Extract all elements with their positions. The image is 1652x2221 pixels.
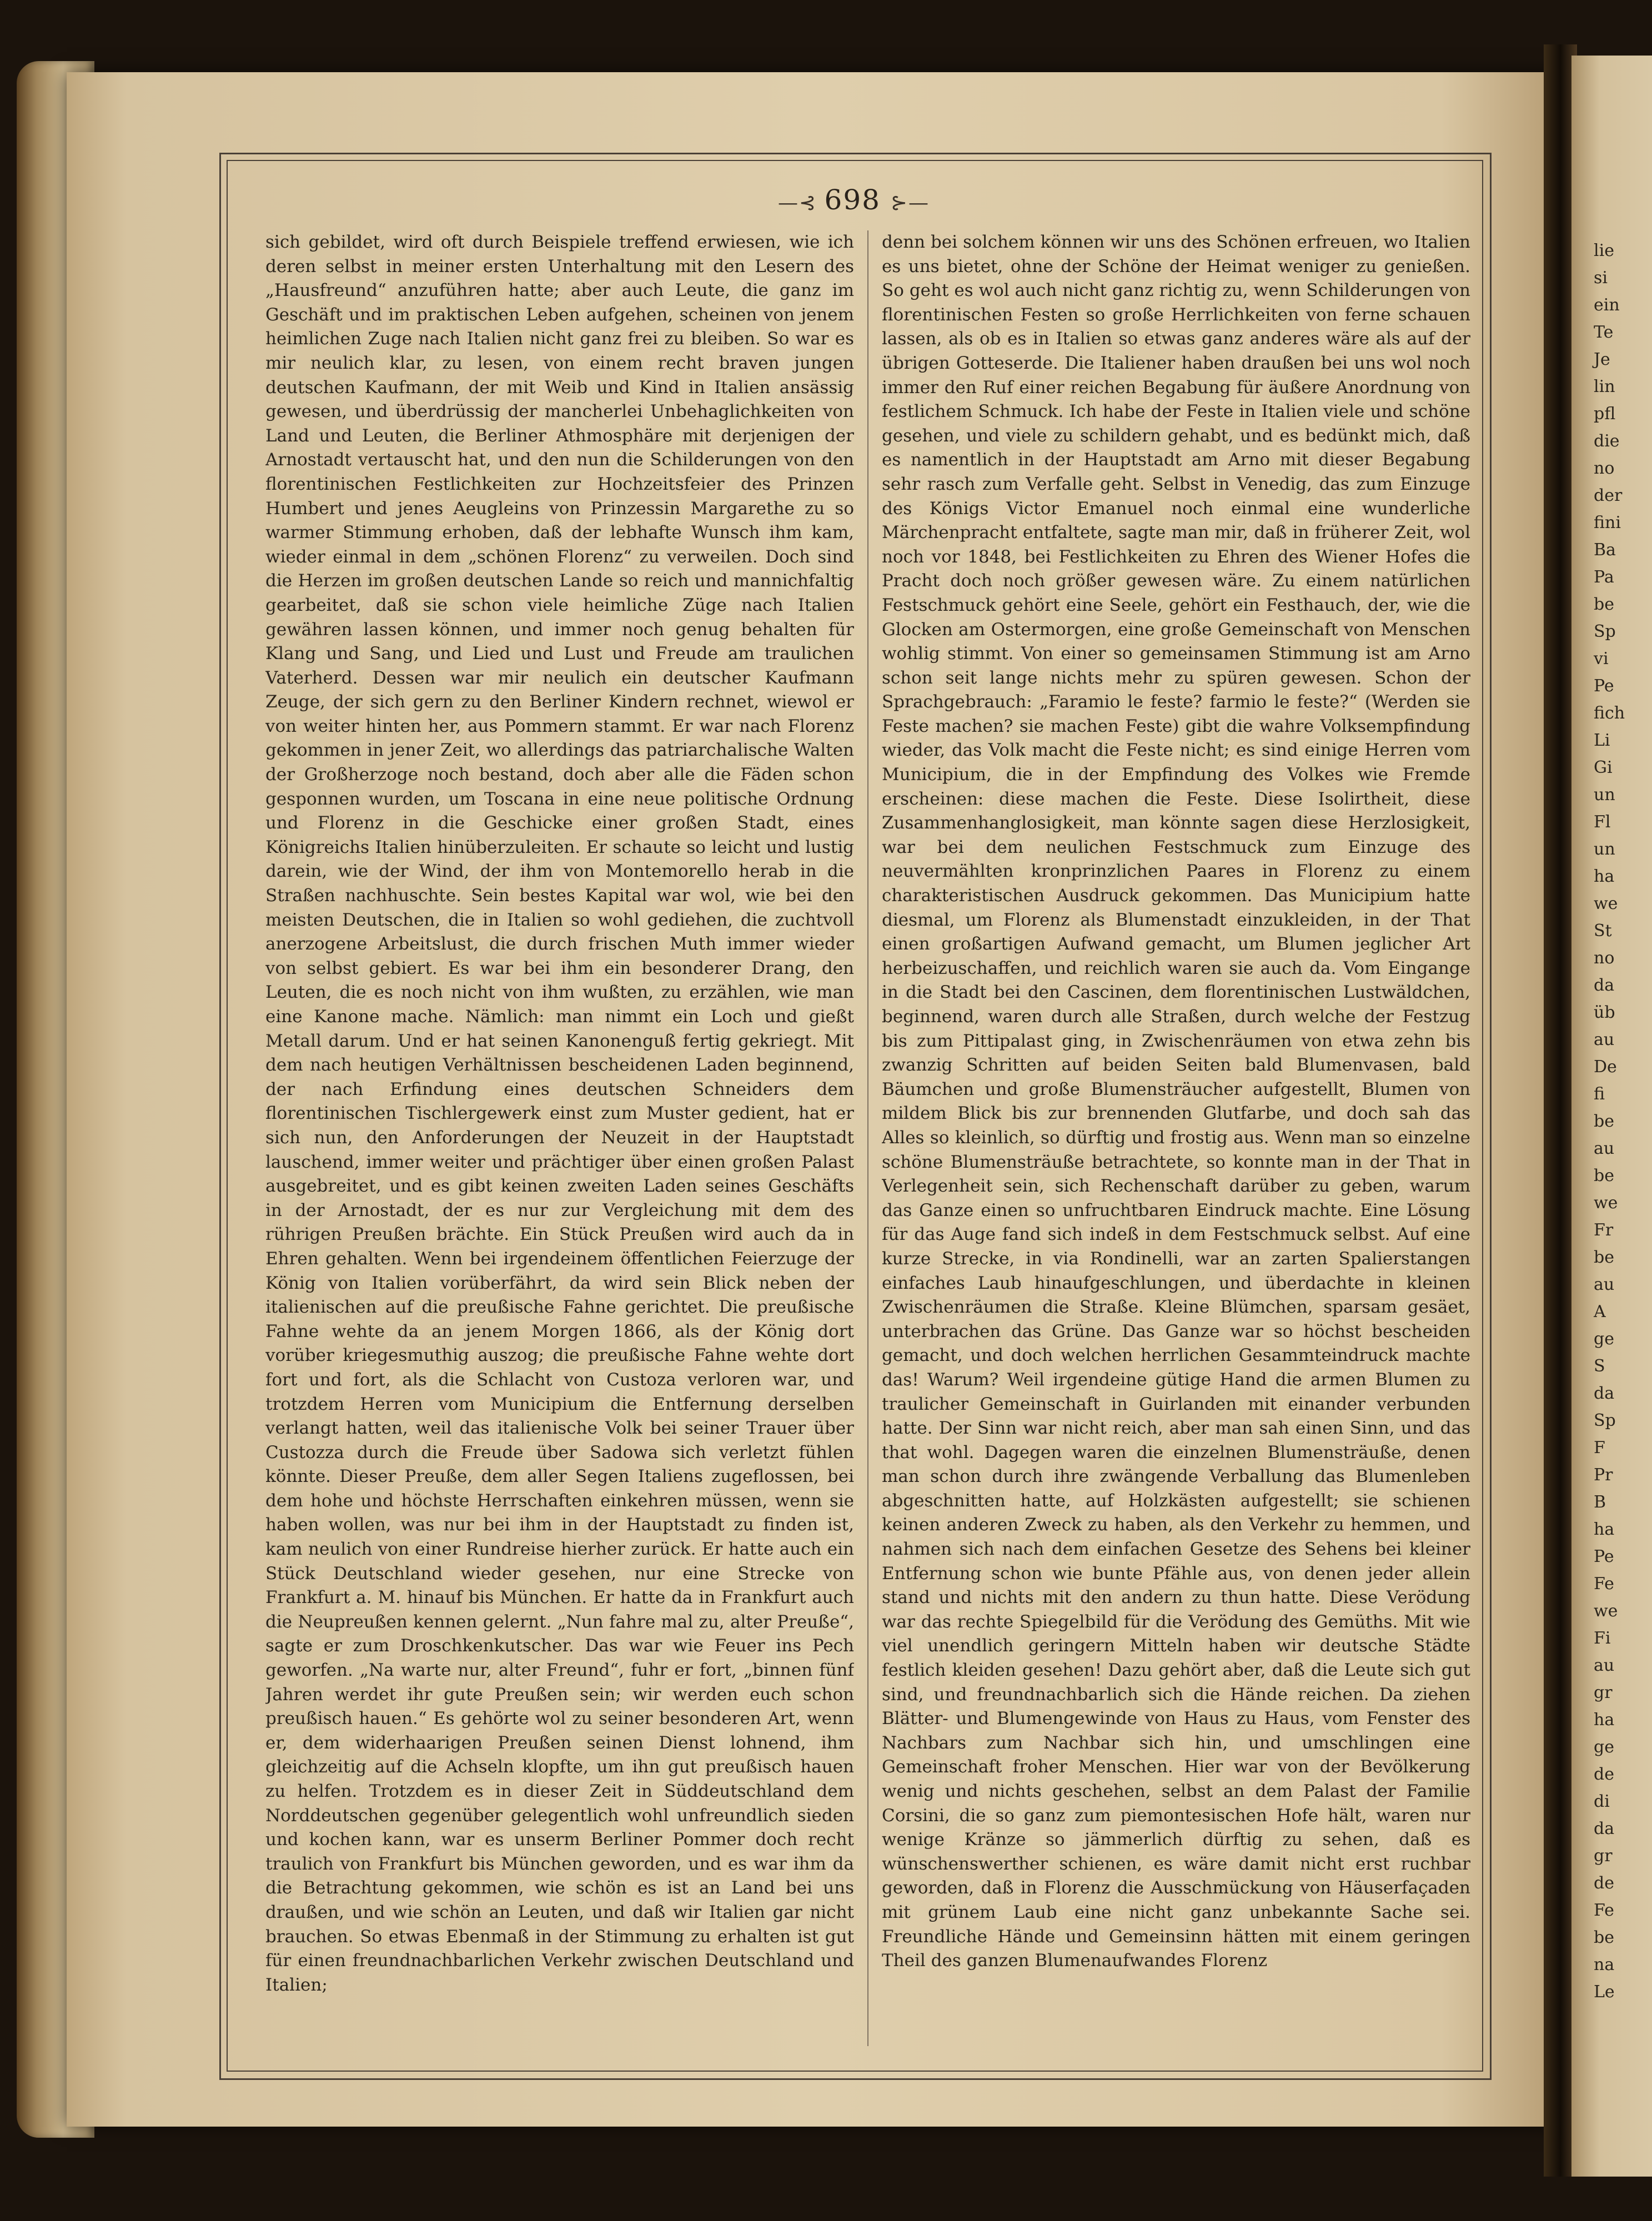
next-page-fragment: lin	[1594, 377, 1615, 396]
next-page-fragment: be	[1594, 1248, 1614, 1267]
next-page-fragment: vi	[1594, 649, 1609, 669]
column-right-text: denn bei solchem können wir uns des Schönen erfreuen, wo Italien es uns bietet, ohne der Schöne der Heimat weniger zu genießen. So geht es wol auch nicht ganz richtig zu, wenn Schilderungen von florentinischen Festen so große Herrlichkeiten von ferne schauen lassen, als ob es in Italien so etwas ganz anderes wäre als auf der übrigen Gotteserde. Die Italiener haben draußen bei uns wol noch immer den Ruf einer reichen Begabung für äußere Anordnung von festlichem Schmuck. Ich habe der Feste in Italien viele und schöne gesehen, und viele zu schildern gehabt, und es bedünkt mich, daß es namentlich in der Hauptstadt am Arno mit dieser Begabung sehr rasch zum Verfalle geht. Selbst in Venedig, das zum Einzuge des Königs Victor Emanuel noch einmal eine wunderliche Märchenpracht entfaltete, sagte man mir, daß in früherer Zeit, wol noch vor 1848, bei Festlichkeiten zu Ehren des Wiener Hofes die Pracht doch noch größer gewesen wäre. Zu einem natürlichen Festschmuck gehört eine Seele, gehört ein Festhauch, der, wie die Glocken am Ostermorgen, eine große Gemeinschaft von Menschen wohlig stimmt. Von einer so gemeinsamen Stimmung ist am Arno schon seit lange nichts mehr zu spüren gewesen. Schon der Sprachgebrauch: „Faramio le feste? farmio le feste?“ (Werden sie Feste machen? sie machen Feste) gibt die wahre Volksempfindung wieder, das Volk macht die Feste nicht; es sind einige Herren vom Municipium, die in der Empfindung des Volkes wie Fremde erscheinen: diese machen die Feste. Diese Isolirtheit, diese Zusammenhanglosigkeit, man könnte sagen diese Herzlosigkeit, war bei dem neulichen Festschmuck zum Einzuge des neuvermählten kronprinzlichen Paares in Florenz zu einem charakteristischen Ausdruck gekommen. Das Municipium hatte diesmal, um Florenz als Blumenstadt einzukleiden, in der That einen großartigen Aufwand gemacht, um Blumen jeglicher Art herbeizuschaffen, und reichlich waren sie auch da. Vom Eingange in die Stadt bei den Cascinen, dem florentinischen Lustwäldchen, beginnend, waren durch alle Straßen, durch welche der Festzug bis zum Pittipalast ging, in Zwischenräumen von etwa zehn bis zwanzig Schritten auf beiden Seiten bald Blumenvasen, bald Bäumchen und große Blumensträucher aufgestellt, Blumen von mildem Blick bis zur brennenden Glutfarbe, und doch sah das Alles so kleinlich, so dürftig und frostig aus. Wenn man so einzelne schöne Blumensträuße betrachtete, so konnte man in der That in Verlegenheit sein, sich Rechenschaft darüber zu geben, warum das Ganze einen so unfruchtbaren Eindruck machte. Eine Lösung für das Auge fand sich indeß in dem Festschmuck selbst. Auf eine kurze Strecke, in via Rondinelli, war an zarten Spalierstangen einfaches Laub hinaufgeschlungen, und überdachte in kleinen Zwischenräumen die Straße. Kleine Blümchen, sparsam gesäet, unterbrachen das Grüne. Das Ganze war so höchst bescheiden gemacht, und doch welchen herrlichen Gesammteindruck machte das! Warum? Weil irgendeine gütige Hand die armen Blumen zu traulicher Gemeinschaft in Guirlanden mit einander verbunden hatte. Der Sinn war nicht reich, aber man sah einen Sinn, und das that wohl. Dagegen waren die einzelnen Blumensträuße, denen man schon durch ihre zwängende Verballung das Blumenleben abgeschnitten hatte, auf Holzkästen aufgestellt; sie schienen keinen anderen Zweck zu haben, als den Verkehr zu hemmen, und nahmen sich nach dem einfachen Gesetze des Sehens bei kleiner Entfernung schon wie bunte Pfähle aus, von denen jeder allein stand und nichts mit den andern zu thun hatte. Diese Verödung war das rechte Spiegelbild für die Verödung des Gemüths. Mit wie viel unendlich geringern Mitteln haben wir deutsche Städte festlich kleiden gesehen! Dazu gehört aber, daß die Leute sich gut sind, und freundnachbarlich sich die Hände reichen. Da ziehen Blätter- und Blumengewinde von Haus zu Haus, vom Fenster des Nachbars zum Nachbar sich hin, und umschlingen eine Gemeinschaft froher Menschen. Hier war von der Bevölkerung wenig und nichts geschehen, selbst an dem Palast der Familie Corsini, die so ganz zum piemontesischen Hofe hält, waren nur wenige Kränze so jämmerlich dürftig zu sehen, daß es wünschenswerther schienen, es wäre damit nicht erst ruchbar geworden, daß in Florenz die Ausschmückung von Häuserfaçaden mit grünem Laub eine nicht ganz unbekannte Sache sei. Freundliche Hände und Gemeinsinn hätten mit einem geringen Theil des ganzen Blumenaufwandes Florenz	[882, 232, 1470, 1971]
next-page-fragment: si	[1594, 268, 1608, 288]
next-page-fragment: au	[1594, 1139, 1615, 1158]
next-page-fragment: we	[1594, 1601, 1618, 1621]
next-page-fragment: Gi	[1594, 758, 1613, 777]
next-page-fragment: gr	[1594, 1846, 1613, 1866]
next-page-fragment: fini	[1594, 513, 1621, 532]
column-left-text: sich gebildet, wird oft durch Beispiele treffend erwiesen, wie ich deren selbst in meiner ersten Unterhaltung mit den Lesern des „Hausfreund“ anzuführen hatte; aber auch Leute, die ganz im Geschäft und im praktischen Leben aufgehen, scheinen von jenem heimlichen Zuge nach Italien nicht ganz frei zu bleiben. So war es mir neulich klar, zu lesen, von einem recht braven jungen deutschen Kaufmann, der mit Weib und Kind in Italien ansässig gewesen, und überdrüssig der mancherlei Unbehaglichkeiten von Land und Leuten, die Berliner Athmosphäre mit derjenigen der Arnostadt vertauscht hat, und den nun die Schilderungen von den florentinischen Festlichkeiten zur Hochzeitsfeier des Prinzen Humbert und jenes Aeugleins von Prinzessin Margarethe zu so warmer Stimmung erhoben, daß der lebhafte Wunsch ihm kam, wieder einmal in dem „schönen Florenz“ zu verweilen. Doch sind die Herzen im großen deutschen Lande so reich und mannichfaltig gearbeitet, daß sie schon viele heimliche Züge nach Italien gewähren lassen können, und immer noch genug behalten für Klang und Sang, und Lied und Lust und Freude am traulichen Vaterherd. Dessen war mir neulich ein deutscher Kaufmann Zeuge, der sich gern zu den Berliner Kindern rechnet, wiewol er von weiter hinten her, aus Pommern stammt. Er war nach Florenz gekommen in jener Zeit, wo allerdings das patriarchalische Walten der Großherzoge noch bestand, doch aber alle die Fäden schon gesponnen wurden, um Toscana in eine neue politische Ordnung und Florenz in die Geschicke einer großen Stadt, eines Königreichs Italien hinüberzuleiten. Er schaute so leicht und lustig darein, wie der Wind, der ihm von Montemorello herab in die Straßen nachhuschte. Sein bestes Kapital war wol, wie bei den meisten Deutschen, die in Italien so wohl gediehen, die zuchtvoll anerzogene Arbeitslust, die durch frischen Muth immer wieder von selbst gebiert. Es war bei ihm ein besonderer Drang, den Leuten, die es noch nicht von ihm wußten, zu erzählen, wie man eine Kanone mache. Nämlich: man nimmt ein Loch und gießt Metall darum. Und er hat seinen Kanonenguß fertig gekriegt. Mit dem nach heutigen Verhältnissen bescheidenen Laden beginnend, der nach Erfindung eines deutschen Schneiders dem florentinischen Tischlergewerk einst zum Muster gedient, hat er sich nun, den Anforderungen der Neuzeit in der Hauptstadt lauschend, immer weiter und prächtiger über einen großen Palast ausgebreitet, und es gibt keinen zweiten Laden seines Geschäfts in der Arnostadt, der es nur zur Vergleichung mit dem des rührigen Preußen brächte. Ein Stück Preußen wird auch da in Ehren gehalten. Wenn bei irgendeinem öffentlichen Feierzuge der König von Italien vorüberfährt, da wird sein Blick neben der italienischen auf die preußische Fahne gerichtet. Die preußische Fahne wehte da an jenem Morgen 1866, als der König dort vorüber kriegesmuthig auszog; die preußische Fahne wehte dort fort und fort, als die Schlacht von Custoza verloren war, und trotzdem Herren vom Municipium die Entfernung derselben verlangt hatten, weil das italienische Volk bei seiner Trauer über Custozza durch die Freude über Sadowa sich verletzt fühlen könnte. Dieser Preuße, dem aller Segen Italiens zugeflossen, bei dem hohe und höchste Herrschaften einkehren müssen, wenn sie haben wollen, was nur bei ihm in der Hauptstadt zu finden ist, kam neulich von einer Rundreise hierher zurück. Er hatte auch ein Stück Deutschland wieder gesehen, nur eine Strecke von Frankfurt a. M. hinauf bis München. Er hatte da in Frankfurt auch die Neupreußen kennen gelernt. „Nun fahre mal zu, alter Preuße“, sagte er zum Droschkenkutscher. Das war wie Feuer ins Pech geworfen. „Na warte nur, alter Freund“, fuhr er fort, „binnen fünf Jahren werdet ihr gute Preußen sein; wir werden euch schon preußisch hauen.“ Es gehörte wol zu seiner besonderen Art, wenn er, dem widerhaarigen Preußen seinen Dienst lohnend, ihm gleichzeitig auf die Achseln klopfte, um ihn gut preußisch hauen zu helfen. Trotzdem es in dieser Zeit in Süddeutschland dem Norddeutschen gegenüber gelegentlich wohl unfreundlich sieden und kochen kann, war es unserm Berliner Pommer doch recht traulich von Frankfurt bis München geworden, und es war ihm da die Betrachtung gekommen, wie schön es ist an Land bei uns draußen, und wie schön an Leuten, und daß wir Italien gar nicht brauchen. So etwas Ebenmaß in der Stimmung zu erhalten ist gut für einen freundnachbarlichen Verkehr zwischen Deutschland und Italien;	[265, 232, 854, 1995]
next-page-fragment: de	[1594, 1873, 1614, 1893]
next-page-fragment: lie	[1594, 241, 1614, 260]
next-page-fragment: S	[1594, 1356, 1605, 1376]
next-page-fragment: Je	[1594, 350, 1610, 369]
page-header	[227, 178, 1481, 222]
next-page-fragment: Pr	[1594, 1465, 1613, 1485]
next-page-fragment: au	[1594, 1030, 1615, 1049]
next-page-fragment: be	[1594, 1928, 1614, 1947]
next-page-fragment: au	[1594, 1656, 1615, 1675]
next-page-fragment: ha	[1594, 867, 1615, 886]
next-page-fragment: di	[1594, 1792, 1610, 1811]
next-page-fragment: da	[1594, 1384, 1615, 1403]
next-page-fragment: De	[1594, 1057, 1617, 1077]
next-page-fragment: Fe	[1594, 1901, 1614, 1920]
next-page-fragment: Fl	[1594, 812, 1611, 832]
next-page-fragment: be	[1594, 595, 1614, 614]
next-page-fragment: Fe	[1594, 1574, 1614, 1594]
page-number: 698	[824, 184, 881, 216]
next-page-fragment: ge	[1594, 1329, 1614, 1349]
next-page-fragment: we	[1594, 1193, 1618, 1213]
next-page-edge	[1571, 56, 1652, 2177]
next-page-fragment: we	[1594, 894, 1618, 913]
next-page-fragment: Le	[1594, 1982, 1615, 2002]
next-page-fragment: Pa	[1594, 567, 1614, 587]
ornament-left-icon: —⊰	[777, 192, 825, 214]
next-page-fragment: no	[1594, 459, 1615, 478]
text-column-left	[265, 230, 854, 2052]
next-page-fragment: F	[1594, 1438, 1605, 1458]
next-page-fragment: Pe	[1594, 676, 1614, 696]
next-page-fragment: au	[1594, 1275, 1615, 1294]
next-page-fragment: be	[1594, 1112, 1614, 1131]
next-page-fragment: Te	[1594, 323, 1614, 342]
next-page-fragment: no	[1594, 948, 1615, 968]
next-page-fragment: de	[1594, 1765, 1614, 1784]
next-page-fragment: ha	[1594, 1520, 1615, 1539]
next-page-fragment: Li	[1594, 731, 1610, 750]
next-page-fragment: Fr	[1594, 1220, 1614, 1240]
next-page-fragment: pfl	[1594, 404, 1616, 424]
next-page-fragment: Pe	[1594, 1547, 1614, 1566]
next-page-fragment: A	[1594, 1302, 1606, 1321]
next-page-fragment: der	[1594, 486, 1623, 505]
next-page-fragment: da	[1594, 1819, 1615, 1838]
next-page-fragment: ge	[1594, 1737, 1614, 1757]
next-page-fragment: üb	[1594, 1003, 1615, 1022]
next-page-fragment: Ba	[1594, 540, 1616, 560]
next-page-fragment: Fi	[1594, 1629, 1611, 1648]
text-column-right	[882, 230, 1470, 2052]
next-page-fragment: St	[1594, 921, 1612, 941]
next-page-fragment: Sp	[1594, 1411, 1616, 1430]
next-page-fragment: un	[1594, 840, 1615, 859]
next-page-fragment: Sp	[1594, 622, 1616, 641]
next-page-fragment: na	[1594, 1955, 1615, 1974]
next-page-fragment: die	[1594, 431, 1620, 451]
ornament-right-icon: ⊱—	[890, 192, 930, 214]
next-page-fragment: da	[1594, 976, 1615, 995]
next-page-fragment: B	[1594, 1493, 1606, 1512]
next-page-fragment: ha	[1594, 1710, 1615, 1730]
next-page-fragment: fi	[1594, 1084, 1605, 1104]
next-page-fragment: be	[1594, 1166, 1614, 1185]
column-divider	[867, 230, 868, 2046]
next-page-fragment: gr	[1594, 1683, 1613, 1702]
next-page-fragment: fich	[1594, 704, 1625, 723]
next-page-fragment: un	[1594, 785, 1615, 805]
next-page-fragment: ein	[1594, 295, 1620, 315]
